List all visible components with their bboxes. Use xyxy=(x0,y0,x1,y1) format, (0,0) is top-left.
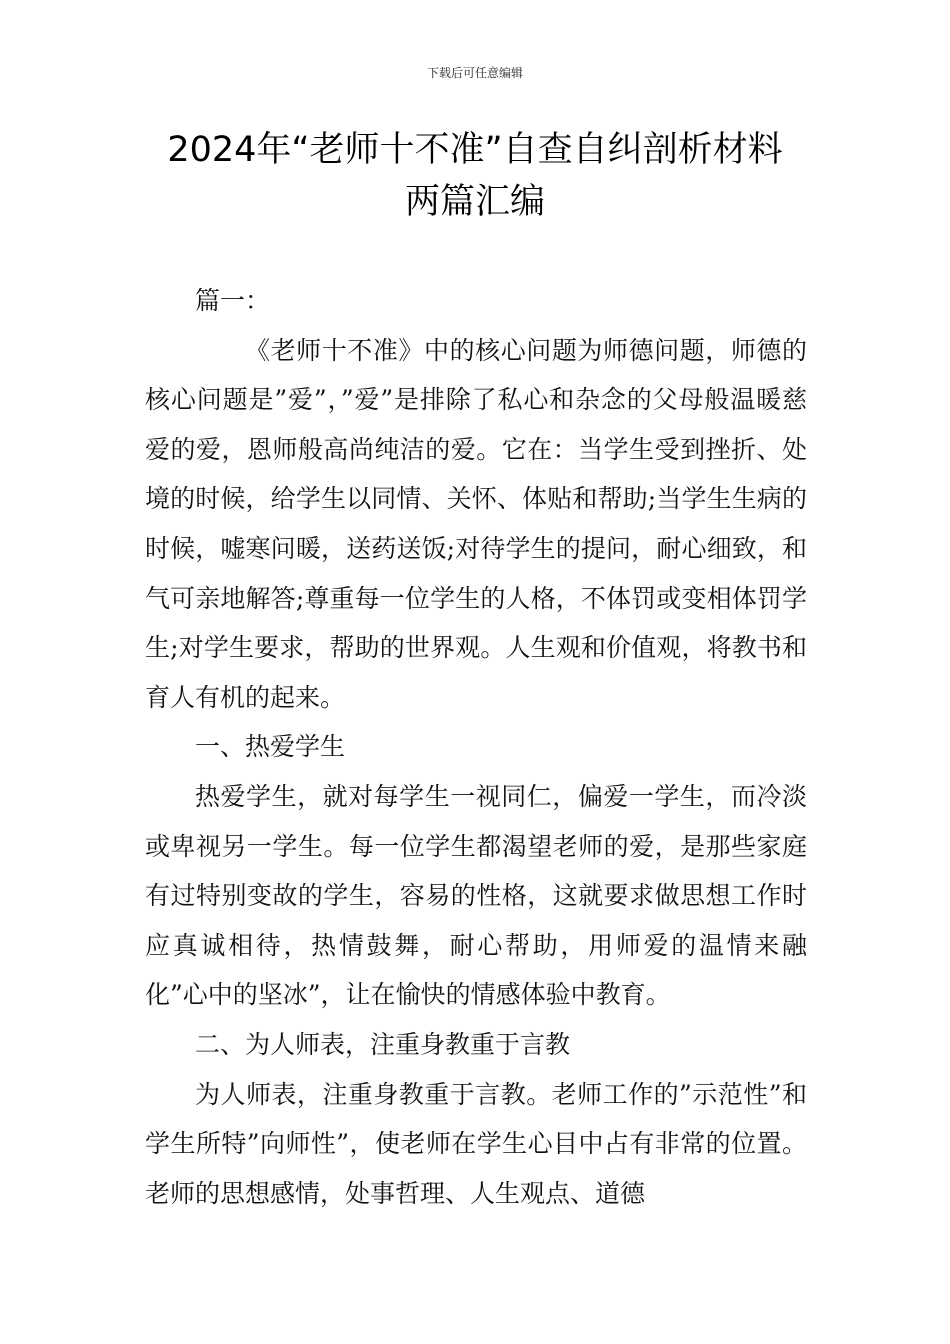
section-label: 篇一： xyxy=(195,286,271,315)
title-line-1: 2024年“老师十不准”自查自纠剖析材料 xyxy=(167,130,783,170)
title-line-2: 两篇汇编 xyxy=(404,182,545,222)
paragraph: 热爱学生，就对每学生一视同仁，偏爱一学生，而冷淡或卑视另一学生。每一位学生都渴望老师的爱，是那些家庭有过特别变故的学生，容易的性格，这就要求做思想工作时应真诚相待，热情鼓舞，耐心帮助，用师爱的温情来融化”心中的坚冰”，让在愉快的情感体验中教育。 xyxy=(145,781,807,1010)
document-title xyxy=(0,124,950,228)
section-heading: 一、热爱学生 xyxy=(195,732,346,762)
document-body xyxy=(145,276,807,1218)
paragraph: 《老师十不准》中的核心问题为师德问题，师德的核心问题是”爱”，”爱”是排除了私心和杂念的父母般温暖慈爱的爱，恩师般高尚纯洁的爱。它在：当学生受到挫折、处境的时候，给学生以同情、关怀、体贴和帮助;当学生生病的时候，嘘寒问暖，送药送饭;对待学生的提问，耐心细致，和气可亲地解答;尊重每一位学生的人格，不体罚或变相体罚学生;对学生要求，帮助的世界观。人生观和价值观，将教书和育人有机的起来。 xyxy=(145,335,807,712)
section-heading: 二、为人师表，注重身教重于言教 xyxy=(195,1029,571,1059)
header-note: 下载后可任意编辑 xyxy=(426,66,523,80)
paragraph: 为人师表，注重身教重于言教。老师工作的”示范性”和学生所特”向师性”，使老师在学生心目中占有非常的位置。老师的思想感情，处事哲理、人生观点、道德 xyxy=(145,1079,807,1208)
